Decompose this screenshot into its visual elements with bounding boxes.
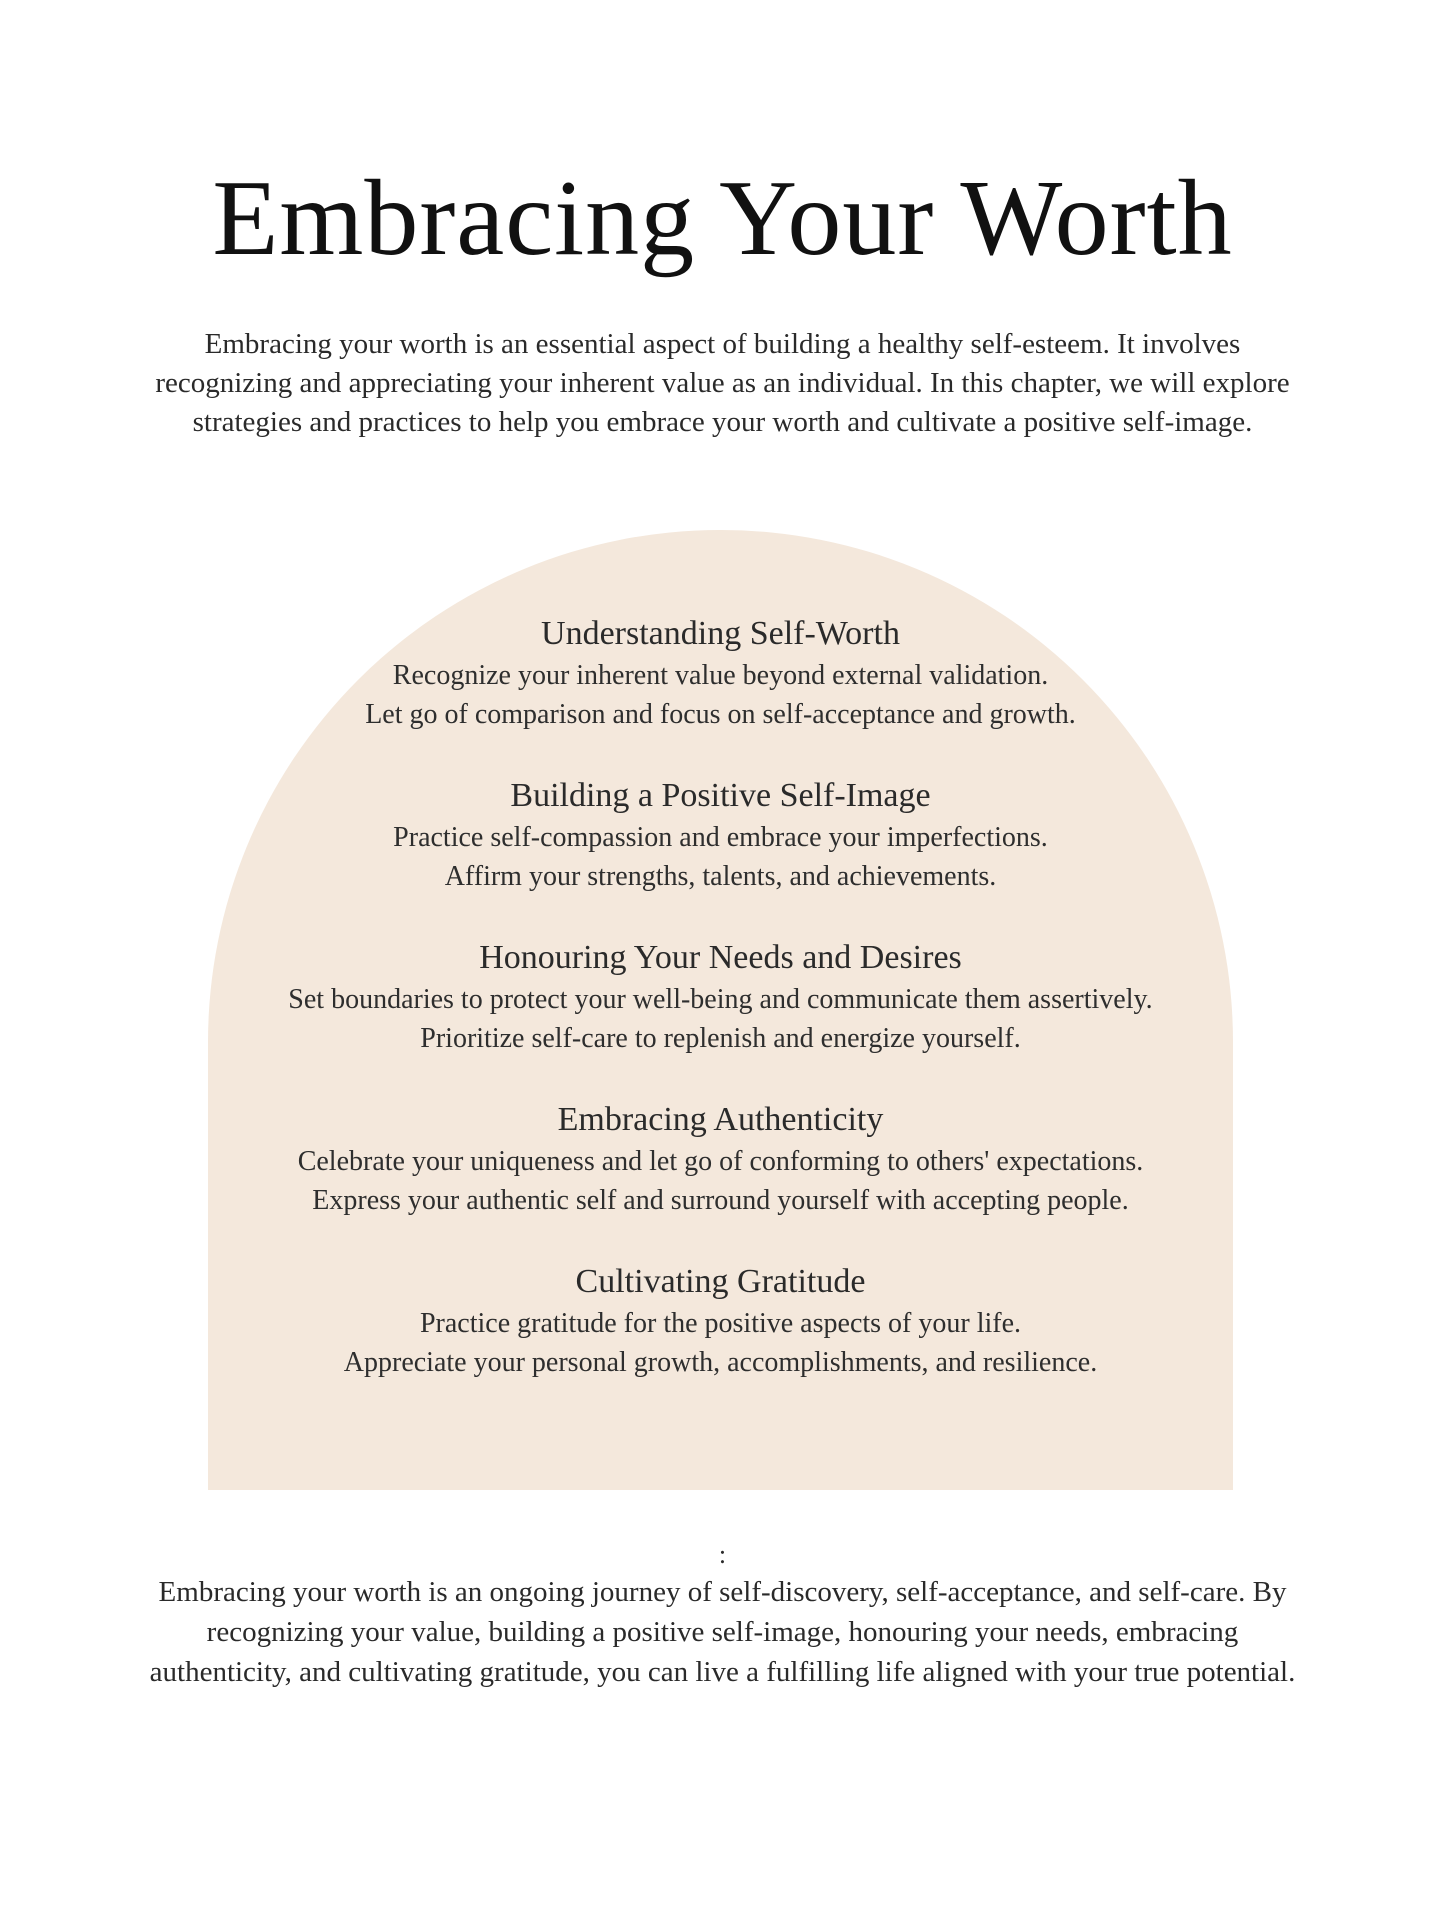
section-heading: Cultivating Gratitude <box>575 1263 866 1300</box>
section-cultivating-gratitude <box>208 1260 1233 1382</box>
section-heading: Embracing Authenticity <box>557 1101 884 1138</box>
conclusion-marker: : <box>718 1540 727 1569</box>
section-line: Express your authentic self and surround yourself with accepting people. <box>312 1185 1129 1216</box>
section-line: Recognize your inherent value beyond external validation. <box>392 660 1049 691</box>
page-title: Embracing Your Worth <box>212 159 1233 278</box>
section-line: Practice gratitude for the positive aspects of your life. <box>419 1308 1021 1339</box>
section-building-positive-self-image <box>208 774 1233 896</box>
section-honouring-needs <box>208 936 1233 1058</box>
section-line: Practice self-compassion and embrace your imperfections. <box>393 822 1048 853</box>
section-line: Prioritize self-care to replenish and energize yourself. <box>420 1023 1021 1054</box>
section-line: Affirm your strengths, talents, and achievements. <box>444 861 997 892</box>
section-heading: Building a Positive Self-Image <box>510 777 931 814</box>
section-embracing-authenticity <box>208 1098 1233 1220</box>
section-heading: Understanding Self-Worth <box>541 615 900 652</box>
conclusion-paragraph: Embracing your worth is an ongoing journey of self-discovery, self-acceptance, and self-care. By recognizing your value, building a positive self-image, honouring your needs, embracing authenticity, and cultivating gratitude, you can live a fulfilling life aligned with your true potential. <box>149 1576 1296 1688</box>
section-heading: Honouring Your Needs and Desires <box>479 939 962 976</box>
intro-paragraph: Embracing your worth is an essential aspect of building a healthy self-esteem. It involves recognizing and appreciating your inherent value as an individual. In this chapter, we will explore strategies and practices to help you embrace your worth and cultivate a positive self-image. <box>155 328 1290 438</box>
section-line: Let go of comparison and focus on self-acceptance and growth. <box>365 699 1076 730</box>
section-line: Celebrate your uniqueness and let go of conforming to others' expectations. <box>297 1146 1144 1177</box>
sections-list <box>208 612 1233 1422</box>
section-line: Appreciate your personal growth, accomplishments, and resilience. <box>343 1347 1098 1378</box>
section-understanding-self-worth <box>208 612 1233 734</box>
section-line: Set boundaries to protect your well-being and communicate them assertively. <box>288 984 1153 1015</box>
